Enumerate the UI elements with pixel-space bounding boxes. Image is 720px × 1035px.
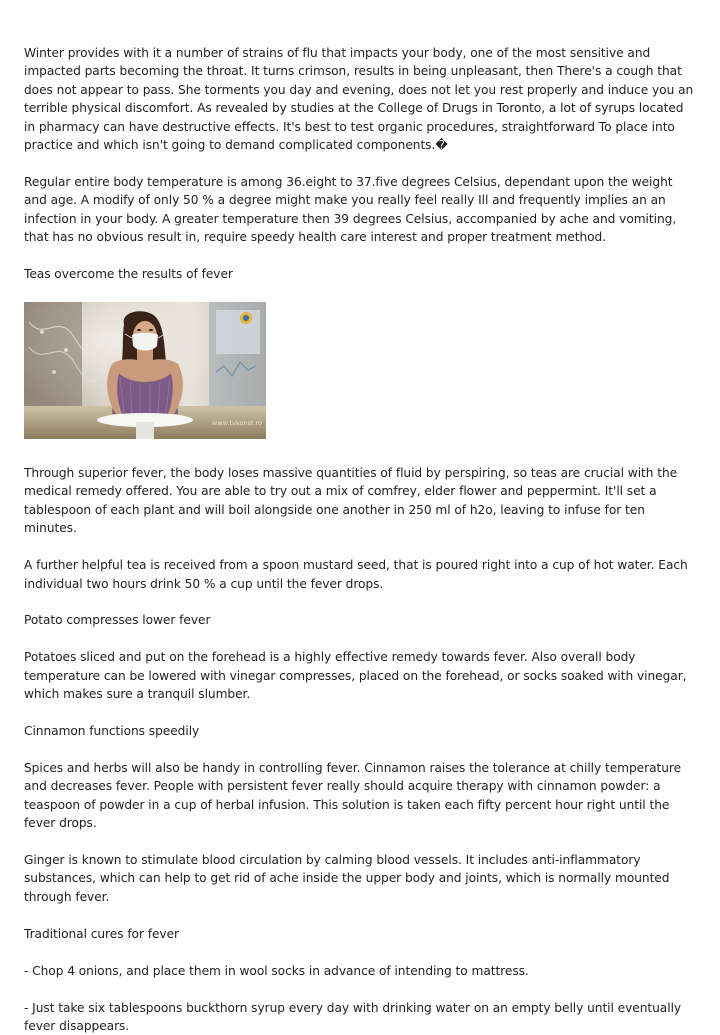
photo-watermark: www.tvkonst.ro — [212, 418, 262, 427]
heading-traditional-cures: Traditional cures for fever — [24, 926, 180, 941]
paragraph-ginger: Ginger is known to stimulate blood circulation by calming blood vessels. It includes anti-inflammatory substances, which can help to get rid of ache inside the upper body and joints, which is normally mounted through fever. — [24, 853, 670, 904]
paragraph-intro: Winter provides with it a number of strains of flu that impacts your body, one of the most sensitive and impacted parts becoming the throat. It turns crimson, results in being unpleasant, then There's a cough that does not appear to pass. She torments you day and evening, does not let you rest properly and induce you an terrible physical discomfort. As revealed by studies at the College of Drugs in Toronto, a lot of syrups located in pharmacy can have destructive effects. It's best to test organic procedures, straightforward To place into practice and which isn't going to demand complicated components.� — [24, 46, 694, 153]
paragraph-mustard-tea: A further helpful tea is received from a spoon mustard seed, that is poured right into a cup of hot water. Each individual two hours drink 50 % a cup until the fever drops. — [24, 558, 688, 591]
paragraph-teas: Through superior fever, the body loses massive quantities of fluid by perspiring, so teas are crucial with the medical remedy offered. You are able to try out a mix of comfrey, elder flower and peppermint. It'll set a tablespoon of each plant and will boil alongside one another in 250 ml of h2o, leaving to infuse for ten minutes. — [24, 465, 678, 536]
heading-potato: Potato compresses lower fever — [24, 613, 211, 628]
article — [24, 44, 696, 1035]
news-photo — [24, 302, 266, 439]
list-item-onions: - Chop 4 onions, and place them in wool socks in advance of intending to mattress. — [24, 963, 529, 978]
paragraph-potato: Potatoes sliced and put on the forehead is a highly effective remedy towards fever. Also overall body temperature can be lowered with vinegar compresses, placed on the forehead, or socks soaked with vinegar, which makes sure a tranquil slumber. — [24, 650, 687, 702]
heading-cinnamon: Cinnamon functions speedily — [24, 724, 200, 739]
paragraph-cinnamon: Spices and herbs will also be handy in controlling fever. Cinnamon raises the tolerance at chilly temperature and decreases fever. People with persistent fever really should acquire therapy with cinnamon powder: a teaspoon of powder in a cup of herbal infusion. This solution is taken each fifty percent hour right until the fever drops. — [24, 760, 682, 831]
heading-teas: Teas overcome the results of fever — [24, 267, 233, 282]
paragraph-body-temperature: Regular entire body temperature is among 36.eight to 37.five degrees Celsius, dependant upon the weight and age. A modify of only 50 % a degree might make you really feel really Ill and frequently implies an an infection in your body. A greater temperature then 39 degrees Celsius, accompanied by ache and vomiting, that has no obvious result in, require speedy health care interest and proper treatment method. — [24, 174, 677, 245]
list-item-buckthorn: - Just take six tablespoons buckthorn syrup every day with drinking water on an empty belly until eventually fever disappears. — [24, 1000, 682, 1033]
